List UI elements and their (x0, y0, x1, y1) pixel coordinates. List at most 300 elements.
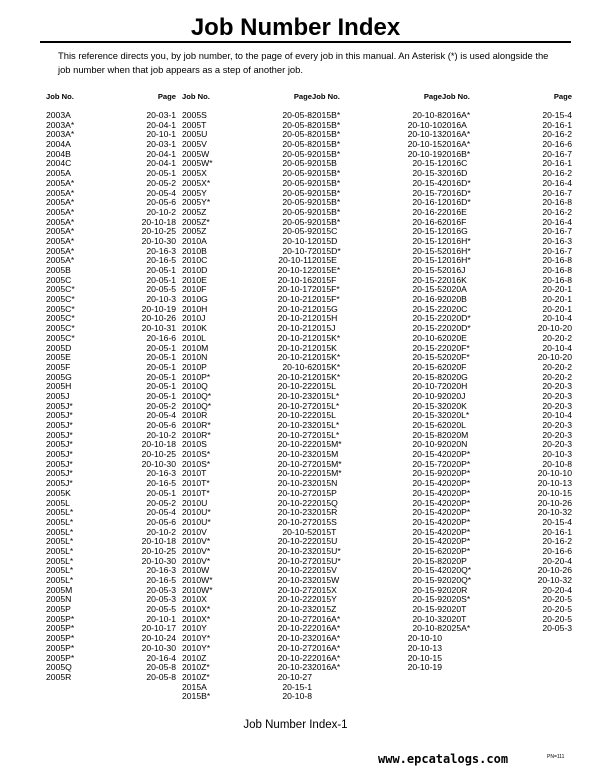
job-number: 2020A (442, 284, 467, 295)
job-number: 2020D* (442, 313, 471, 324)
page-number: 20-20-1 (542, 294, 572, 305)
page-number: 20-04-1 (146, 119, 176, 130)
job-number: 2015Z (312, 604, 337, 615)
page-number: 20-05-1 (146, 487, 176, 498)
page-number: 20-16-2 (542, 536, 572, 547)
page-number: 20-10-27 (277, 516, 312, 527)
page-number: 20-10-23 (277, 390, 312, 401)
job-number: 2020Q* (442, 565, 472, 576)
job-number: 2016A* (442, 139, 471, 150)
job-number: 2005A* (46, 187, 75, 198)
job-number: 2025A* (442, 623, 471, 634)
job-number: 2015B* (312, 216, 341, 227)
job-number: 2020P* (442, 526, 471, 537)
page-number: 20-05-1 (146, 352, 176, 363)
job-number: 2010D (182, 265, 208, 275)
job-number: 2005S (182, 110, 207, 120)
page-number: 20-15-4 (542, 110, 572, 120)
page-number: 20-10-5 (282, 526, 312, 537)
page-number: 20-10-13 (407, 642, 442, 653)
page-number: 20-10-26 (537, 565, 572, 576)
page-number: 20-10-26 (537, 497, 572, 508)
job-number: 2016K (442, 274, 467, 285)
page-number: 20-05-6 (146, 420, 176, 430)
job-number: 2005D (46, 342, 72, 353)
job-number: 2010T* (182, 487, 210, 498)
page-number: 20-15-7 (412, 187, 442, 198)
job-number: 2015B* (312, 187, 341, 198)
job-number: 2015U* (312, 545, 341, 556)
job-number: 2015D* (312, 245, 341, 256)
page-number: 20-10-3 (412, 613, 442, 624)
job-number: 2016A* (312, 642, 341, 653)
page-number: 20-10-30 (141, 555, 176, 566)
page-number: 20-10-10 (407, 119, 442, 130)
job-number: 2005A* (46, 216, 75, 227)
page-number: 20-05-3 (146, 584, 176, 595)
job-number: 2020P* (442, 449, 471, 460)
page-number: 20-10-27 (277, 429, 312, 440)
index-row (46, 673, 176, 683)
job-number: 2016J (442, 265, 466, 275)
page-number: 20-15-3 (412, 168, 442, 179)
job-no-header: Job No. (312, 92, 340, 101)
page-header: Page (293, 92, 312, 101)
job-number: 2020P* (442, 478, 471, 489)
page-number: 20-20-4 (542, 584, 572, 595)
page-number: 20-05-1 (146, 381, 176, 392)
job-number: 2010Q* (182, 400, 212, 411)
page-number: 20-05-2 (146, 497, 176, 508)
page-number: 20-05-4 (146, 410, 176, 421)
page-footer: Job Number Index-1 (243, 719, 348, 731)
job-number: 2010V* (182, 555, 211, 566)
job-number: 2004C (46, 158, 72, 169)
job-number: 2010S* (182, 458, 211, 469)
page-number: 20-20-3 (542, 439, 572, 450)
page-number: 20-16-7 (542, 226, 572, 237)
job-number: 2020T (442, 604, 467, 615)
page-number: 20-10-8 (282, 691, 312, 702)
page-number: 20-10-27 (277, 671, 312, 682)
page-number: 20-05-8 (146, 671, 176, 682)
page-number: 20-16-5 (146, 478, 176, 489)
page-number: 20-20-5 (542, 613, 572, 624)
job-number: 2010R* (182, 420, 211, 430)
job-number: 2015L* (312, 400, 340, 411)
job-number: 2016A* (312, 623, 341, 634)
job-number: 2005A (46, 168, 71, 179)
page-number: 20-16-5 (146, 575, 176, 585)
job-number: 2020L (442, 420, 466, 430)
page-number: 20-15-5 (412, 265, 442, 275)
page-number: 20-10-23 (277, 604, 312, 615)
page-number: 20-10-23 (277, 478, 312, 489)
job-number: 2015L* (312, 429, 340, 440)
page-number: 20-15-2 (412, 323, 442, 334)
job-number: 2005V (182, 139, 207, 150)
job-number: 2020P* (442, 458, 471, 469)
page-number: 20-05-8 (282, 110, 312, 120)
page-number: 20-05-1 (146, 168, 176, 179)
job-number: 2005T (182, 119, 207, 130)
job-number: 2015G (312, 303, 338, 314)
job-number: 2015M* (312, 458, 342, 469)
job-number: 2010J (182, 313, 206, 324)
page-header: Page (553, 92, 572, 101)
page-number: 20-20-2 (542, 332, 572, 343)
job-number: 2005Z (182, 226, 207, 237)
page-number: 20-15-2 (412, 274, 442, 285)
job-number: 2016A* (442, 110, 471, 120)
job-number: 2005L* (46, 536, 74, 547)
job-number: 2010B (182, 245, 207, 256)
job-number: 2016F (442, 216, 467, 227)
job-number: 2005X (182, 168, 207, 179)
job-number: 2005J* (46, 468, 73, 479)
job-number: 2005Y* (182, 197, 211, 208)
job-number: 2020K (442, 400, 467, 411)
watermark-url: www.epcatalogs.com (378, 752, 509, 766)
page-number: 20-16-8 (542, 255, 572, 266)
job-number: 2020F* (442, 342, 470, 353)
job-number: 2005J* (46, 439, 73, 450)
page-number: 20-16-7 (542, 187, 572, 198)
index-column-2 (182, 91, 312, 702)
page-number: 20-15-6 (412, 545, 442, 556)
page-number: 20-16-1 (542, 119, 572, 130)
job-number: 2010T* (182, 478, 210, 489)
job-number: 2005A* (46, 235, 75, 246)
index-column-3 (312, 91, 442, 673)
job-number: 2005P* (46, 613, 75, 624)
page-number: 20-03-1 (146, 110, 176, 120)
page-number: 20-20-3 (542, 400, 572, 411)
job-number: 2016B* (442, 148, 471, 159)
job-number: 2016G (442, 226, 468, 237)
page-number: 20-10-10 (537, 468, 572, 479)
job-number: 2005J* (46, 449, 73, 460)
page-number: 20-10-18 (141, 536, 176, 547)
page-number: 20-05-1 (146, 371, 176, 382)
page-number: 20-16-7 (542, 148, 572, 159)
job-number: 2020P* (442, 536, 471, 547)
job-number: 2015D (312, 235, 338, 246)
job-number: 2010F (182, 284, 207, 295)
job-number: 2010Y* (182, 642, 211, 653)
page-number: 20-05-1 (146, 274, 176, 285)
job-number: 2005J* (46, 458, 73, 469)
page-number: 20-15-2 (412, 342, 442, 353)
job-number: 2020N (442, 439, 468, 450)
page-number: 20-10-32 (537, 507, 572, 518)
page-number: 20-15-9 (412, 584, 442, 595)
page-number: 20-15-6 (412, 361, 442, 372)
job-number: 2010Q* (182, 390, 212, 401)
job-number: 2016A* (312, 662, 341, 673)
job-number: 2010Z* (182, 671, 210, 682)
page-header: Page (423, 92, 442, 101)
page-number: 20-05-2 (146, 400, 176, 411)
job-number: 2005L* (46, 516, 74, 527)
job-number: 2020T (442, 613, 467, 624)
job-number: 2010M (182, 342, 209, 353)
page-number: 20-15-6 (412, 420, 442, 430)
job-number: 2005K (46, 487, 71, 498)
job-number: 2015X (312, 584, 337, 595)
job-number: 2005Z* (182, 216, 210, 227)
page-number: 20-16-6 (146, 332, 176, 343)
page-number: 20-10-16 (277, 274, 312, 285)
job-number: 2020J (442, 390, 466, 401)
job-number: 2005R (46, 671, 72, 682)
page-number: 20-10-12 (277, 265, 312, 275)
page-number: 20-10-25 (141, 545, 176, 556)
job-number: 2005A* (46, 245, 75, 256)
page-number: 20-15-1 (412, 255, 442, 266)
job-number: 2015S (312, 516, 337, 527)
page-number: 20-15-9 (412, 604, 442, 615)
job-number: 2005L* (46, 507, 74, 518)
job-number: 2020C (442, 303, 468, 314)
page-number: 20-10-22 (277, 410, 312, 421)
job-number: 2020P* (442, 487, 471, 498)
job-number: 2020P* (442, 516, 471, 527)
page-number: 20-10-8 (412, 623, 442, 634)
page-number: 20-05-5 (146, 604, 176, 615)
page-number: 20-10-10 (407, 633, 442, 644)
page-number: 20-10-21 (277, 332, 312, 343)
page-number: 20-15-1 (412, 226, 442, 237)
job-number: 2005A* (46, 197, 75, 208)
job-number: 2010X* (182, 604, 211, 615)
job-number: 2015B* (312, 119, 341, 130)
page-number: 20-20-3 (542, 390, 572, 401)
page-number: 20-10-19 (141, 303, 176, 314)
page-number: 20-05-9 (282, 206, 312, 217)
index-rows (182, 111, 312, 702)
page-number: 20-15-5 (412, 284, 442, 295)
job-number: 2015K* (312, 371, 341, 382)
page-number: 20-10-21 (277, 342, 312, 353)
page-number: 20-10-19 (407, 148, 442, 159)
job-number: 2010L (182, 332, 206, 343)
page-number: 20-05-9 (282, 216, 312, 227)
page-number: 20-10-18 (141, 216, 176, 227)
page-number: 20-05-5 (146, 284, 176, 295)
job-number: 2015N (312, 478, 338, 489)
page-number: 20-10-17 (277, 284, 312, 295)
page-number: 20-10-20 (537, 323, 572, 334)
page-number: 20-16-8 (542, 197, 572, 208)
job-number: 2005A* (46, 177, 75, 188)
job-number: 2010K (182, 323, 207, 334)
index-row (312, 663, 442, 673)
job-number: 2020P* (442, 468, 471, 479)
page-number: 20-10-22 (277, 565, 312, 576)
job-number: 2003A* (46, 129, 75, 140)
page-number: 20-10-21 (277, 371, 312, 382)
job-number: 2005E (46, 352, 71, 363)
job-number: 2016H* (442, 255, 471, 266)
page-number: 20-05-1 (146, 390, 176, 401)
job-number: 2020M (442, 429, 469, 440)
job-number: 2016D* (442, 187, 471, 198)
page-number: 20-10-18 (141, 439, 176, 450)
job-number: 2003A (46, 110, 71, 120)
page-number: 20-20-1 (542, 303, 572, 314)
job-number: 2015H (312, 313, 338, 324)
job-number: 2016E (442, 206, 467, 217)
job-number: 2016A* (312, 633, 341, 644)
page-number: 20-05-3 (146, 594, 176, 605)
page-number: 20-10-21 (277, 313, 312, 324)
page-number: 20-10-15 (407, 139, 442, 150)
page-number: 20-16-3 (146, 565, 176, 576)
job-number: 2015U* (312, 555, 341, 566)
job-number: 2016A (442, 119, 467, 130)
page-number: 20-05-3 (542, 623, 572, 634)
page-number: 20-16-6 (542, 139, 572, 150)
title-rule (40, 41, 571, 43)
column-header (442, 91, 572, 111)
page-number: 20-10-7 (412, 381, 442, 392)
job-number: 2015M* (312, 468, 342, 479)
column-header (312, 91, 442, 111)
page-number: 20-10-25 (141, 449, 176, 460)
job-number: 2005B (46, 265, 71, 275)
page-number: 20-10-3 (146, 294, 176, 305)
index-rows (442, 111, 572, 634)
job-number: 2005J* (46, 410, 73, 421)
page-number: 20-10-2 (146, 526, 176, 537)
job-number: 2005L* (46, 565, 74, 576)
job-number: 2015L (312, 381, 336, 392)
page-number: 20-15-1 (282, 681, 312, 692)
page-number: 20-10-11 (278, 255, 312, 266)
page-number: 20-10-21 (277, 294, 312, 305)
job-number: 2010X (182, 594, 207, 605)
job-number: 2005L* (46, 555, 74, 566)
page-number: 20-16-1 (412, 197, 442, 208)
page-number: 20-10-22 (277, 468, 312, 479)
page-number: 20-10-23 (277, 662, 312, 673)
job-number: 2005N (46, 594, 72, 605)
page-number: 20-10-8 (412, 110, 442, 120)
job-number: 2015J (312, 323, 336, 334)
page-number: 20-10-30 (141, 235, 176, 246)
job-number: 2010W* (182, 584, 213, 595)
job-number: 2015C (312, 226, 338, 237)
page-number: 20-15-5 (412, 352, 442, 363)
job-number: 2020L* (442, 410, 470, 421)
page-number: 20-10-23 (277, 633, 312, 644)
page-number: 20-10-9 (412, 439, 442, 450)
job-number: 2005C* (46, 313, 75, 324)
job-number: 2010U* (182, 507, 211, 518)
job-number: 2005M (46, 584, 73, 595)
job-number: 2016A* (312, 652, 341, 663)
job-number: 2010V (182, 526, 207, 537)
job-number: 2010U* (182, 516, 211, 527)
job-number: 2005L (46, 497, 70, 508)
page-number: 20-15-8 (412, 371, 442, 382)
job-number: 2004B (46, 148, 71, 159)
job-no-header: Job No. (182, 92, 210, 101)
page-number: 20-10-26 (141, 313, 176, 324)
page-number: 20-10-27 (277, 613, 312, 624)
page-number: 20-05-6 (146, 197, 176, 208)
job-number: 2015M* (312, 439, 342, 450)
job-number: 2005Y (182, 187, 207, 198)
job-number: 2015B (312, 158, 337, 169)
job-number: 2005A* (46, 255, 75, 266)
job-number: 2005A* (46, 206, 75, 217)
page-number: 20-05-9 (282, 197, 312, 208)
page-number: 20-15-4 (412, 536, 442, 547)
page-number: 20-16-6 (412, 216, 442, 227)
page-number: 20-16-2 (542, 168, 572, 179)
page-number: 20-10-6 (282, 361, 312, 372)
page-number: 20-16-2 (542, 129, 572, 140)
job-number: 2015B* (312, 197, 341, 208)
job-number: 2010H (182, 303, 208, 314)
job-number: 2015V (312, 565, 337, 576)
page-number: 20-15-9 (412, 575, 442, 585)
index-columns (46, 91, 571, 711)
job-number: 2005C (46, 274, 72, 285)
job-number: 2005Q (46, 662, 72, 673)
job-number: 2016H* (442, 245, 471, 256)
page-number: 20-15-4 (412, 478, 442, 489)
index-row (182, 692, 312, 702)
job-number: 2015T (312, 526, 337, 537)
job-number: 2005L* (46, 575, 74, 585)
job-number: 2015W (312, 575, 340, 585)
job-number: 2020H (442, 381, 468, 392)
page-number: 20-15-2 (412, 303, 442, 314)
job-number: 2005A* (46, 226, 75, 237)
page-number: 20-16-4 (146, 652, 176, 663)
job-number: 2005H (46, 381, 72, 392)
page-number: 20-10-22 (277, 497, 312, 508)
job-number: 2010R* (182, 429, 211, 440)
job-number: 2020P* (442, 497, 471, 508)
job-number: 2005F (46, 361, 71, 372)
job-number: 2010S* (182, 449, 211, 460)
page-number: 20-04-1 (146, 148, 176, 159)
intro-paragraph: This reference directs you, by job number, to the page of every job in this manual. An Asterisk (*) is used alongside the job number when that job appears as a step of another job. (58, 50, 549, 75)
job-number: 2015B* (312, 129, 341, 140)
page-number: 20-10-24 (141, 633, 176, 644)
page-number: 20-04-1 (146, 158, 176, 169)
page-number: 20-16-8 (542, 274, 572, 285)
job-number: 2005P* (46, 623, 75, 634)
job-number: 2020G (442, 371, 468, 382)
page-number: 20-10-23 (277, 420, 312, 430)
page-number: 20-10-22 (277, 381, 312, 392)
page-number: 20-20-5 (542, 604, 572, 615)
page-number: 20-16-7 (542, 245, 572, 256)
page-number: 20-10-27 (277, 487, 312, 498)
job-number: 2015L* (312, 420, 340, 430)
job-number: 2015E* (312, 265, 341, 275)
job-number: 2010Z* (182, 662, 210, 673)
page-number: 20-15-1 (412, 235, 442, 246)
job-number: 2015B* (312, 206, 341, 217)
job-number: 2020P* (442, 507, 471, 518)
page-number: 20-05-6 (146, 516, 176, 527)
